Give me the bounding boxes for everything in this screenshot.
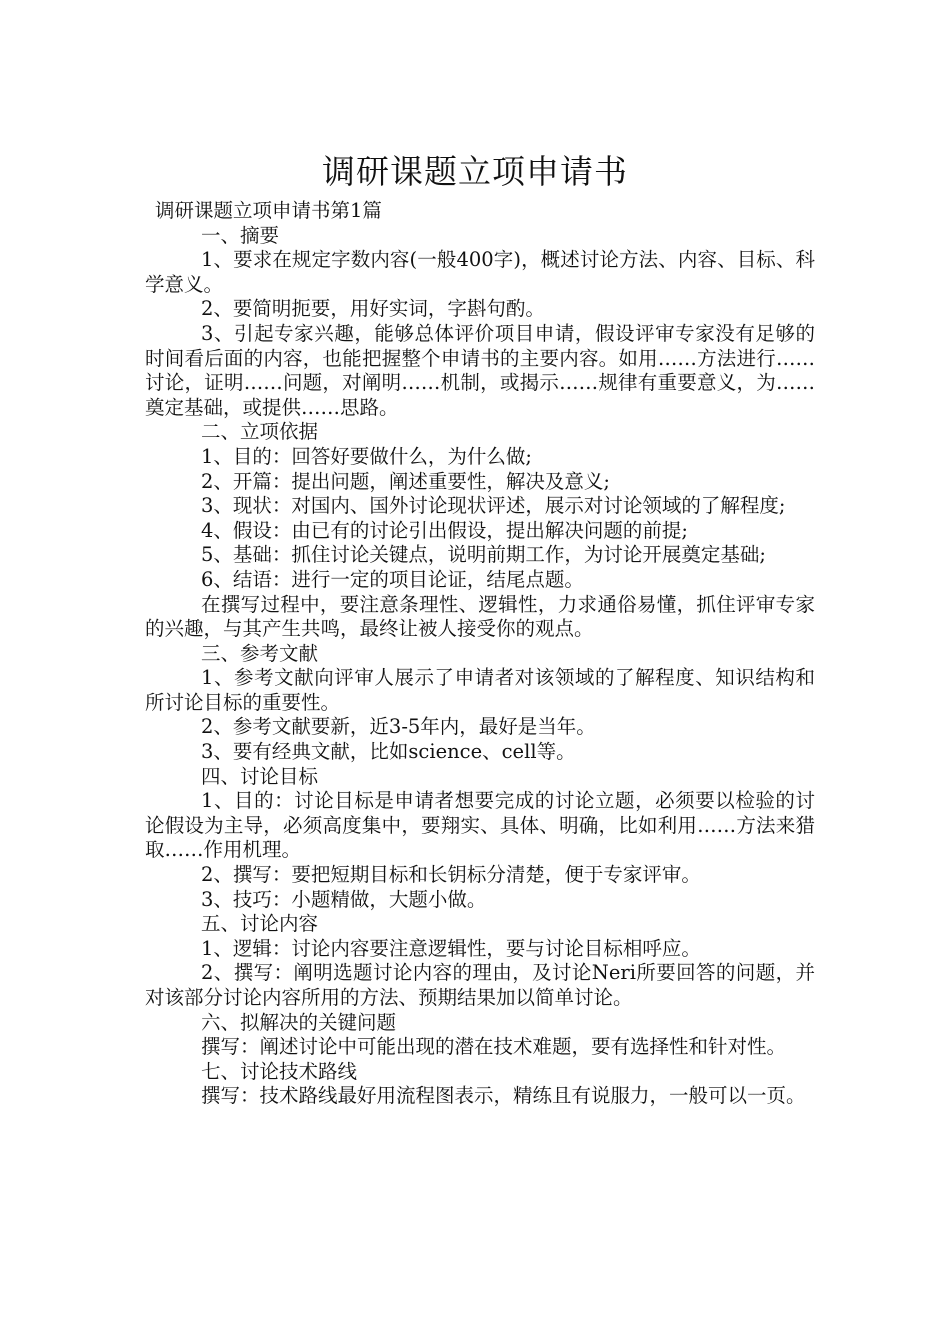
paragraph: 撰写：技术路线最好用流程图表示，精练且有说服力，一般可以一页。	[201, 1084, 806, 1108]
paragraph: 2、开篇：提出问题，阐述重要性，解决及意义;	[201, 469, 610, 493]
paragraph: 2、撰写：阐明选题讨论内容的理由，及讨论Neri所要回答的问题，并对该部分讨论内容所用的方法、预期结果加以简单讨论。	[145, 961, 815, 1009]
paragraph: 二、立项依据	[201, 420, 319, 444]
document-body	[145, 199, 815, 1109]
paragraph: 四、讨论目标	[201, 764, 319, 788]
paragraph: 5、基础：抓住讨论关键点，说明前期工作，为讨论开展奠定基础;	[201, 543, 766, 567]
paragraph: 2、撰写：要把短期目标和长钥标分清楚，便于专家评审。	[201, 863, 701, 887]
paragraph: 2、要简明扼要，用好实词，字斟句酌。	[201, 297, 545, 321]
paragraph: 六、拟解决的关键问题	[201, 1010, 397, 1034]
paragraph: 2、参考文献要新，近3-5年内，最好是当年。	[201, 715, 596, 739]
paragraph: 6、结语：进行一定的项目论证，结尾点题。	[201, 567, 584, 591]
paragraph: 3、技巧：小题精做，大题小做。	[201, 887, 487, 911]
paragraph: 1、要求在规定字数内容(一般400字)，概述讨论方法、内容、目标、科学意义。	[145, 248, 815, 296]
paragraph: 三、参考文献	[201, 641, 319, 665]
paragraph: 一、摘要	[201, 223, 280, 247]
paragraph: 1、目的：回答好要做什么，为什么做;	[201, 444, 532, 468]
section-heading: 调研课题立项申请书第1篇	[155, 199, 382, 222]
paragraph: 1、参考文献向评审人展示了申请者对该领域的了解程度、知识结构和所讨论目标的重要性。	[145, 666, 815, 714]
paragraph: 五、讨论内容	[201, 912, 319, 936]
paragraph: 1、目的：讨论目标是申请者想要完成的讨论立题，必须要以检验的讨论假设为主导，必须高度集中，要翔实、具体、明确，比如利用……方法来猎取……作用机理。	[145, 789, 815, 862]
paragraph: 撰写：阐述讨论中可能出现的潜在技术难题，要有选择性和针对性。	[201, 1035, 787, 1059]
paragraph: 在撰写过程中，要注意条理性、逻辑性，力求通俗易懂，抓住评审专家的兴趣，与其产生共鸣，最终让被人接受你的观点。	[145, 592, 815, 641]
paragraph: 3、现状：对国内、国外讨论现状评述，展示对讨论领域的了解程度;	[201, 494, 786, 518]
paragraph: 3、要有经典文献，比如science、cell等。	[201, 740, 576, 764]
paragraph: 1、逻辑：讨论内容要注意逻辑性，要与讨论目标相呼应。	[201, 936, 701, 960]
paragraph: 七、讨论技术路线	[201, 1059, 358, 1083]
paragraph: 3、引起专家兴趣，能够总体评价项目申请，假设评审专家没有足够的时间看后面的内容，也能把握整个申请书的主要内容。如用……方法进行……讨论，证明……问题，对阐明……机制，或揭示……规律有重要意义，为……奠定基础，或提供……思路。	[145, 321, 815, 419]
paragraph: 4、假设：由已有的讨论引出假设，提出解决问题的前提;	[201, 518, 688, 542]
document-title: 调研课题立项申请书	[322, 152, 628, 192]
